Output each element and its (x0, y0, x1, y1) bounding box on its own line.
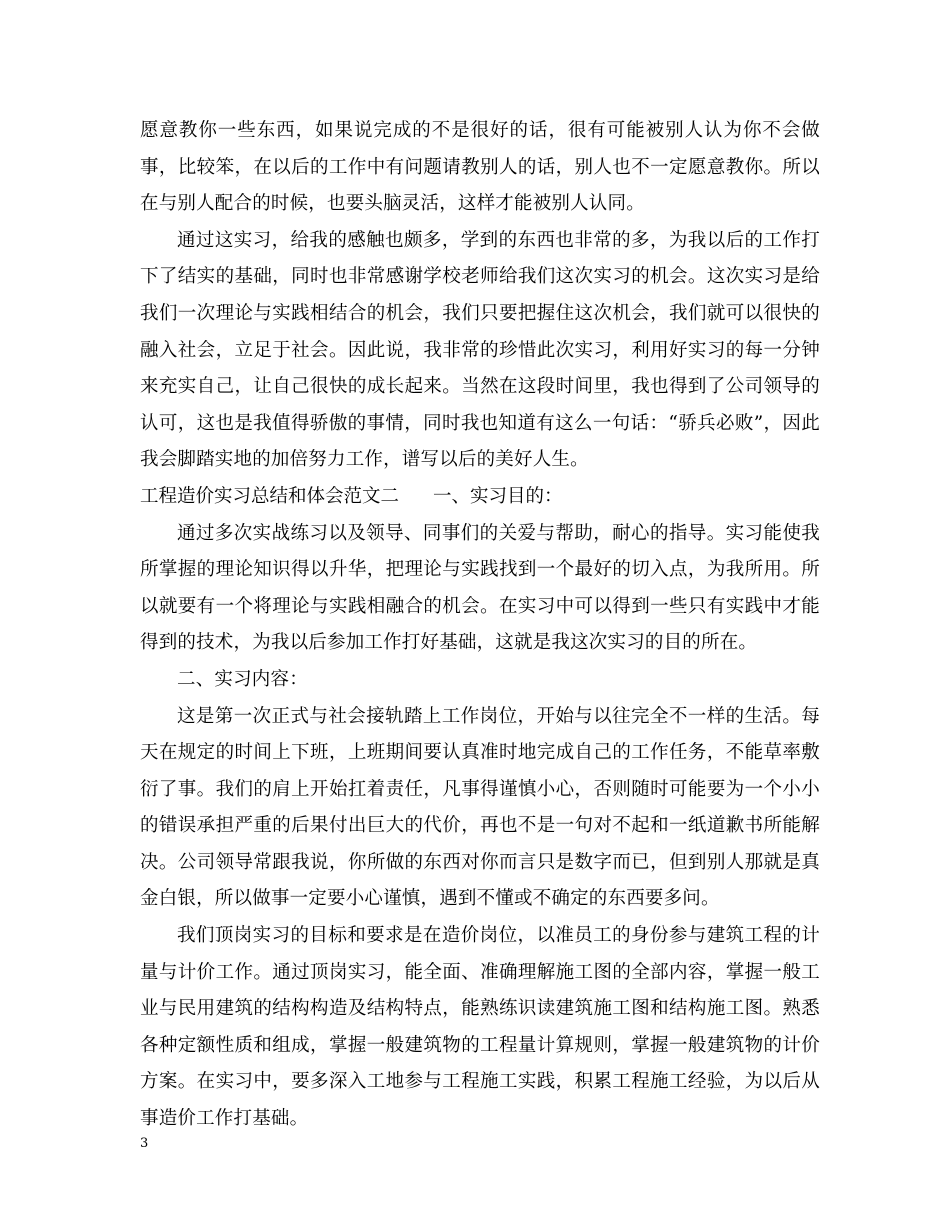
document-body (140, 113, 820, 1138)
paragraph-purpose: 通过多次实战练习以及领导、同事们的关爱与帮助，耐心的指导。实习能使我所掌握的理论知识得以升华，把理论与实践找到一个最好的切入点，为我所用。所以就要有一个将理论与实践相融合的机会。在实习中可以得到一些只有实践中才能得到的技术，为我以后参加工作打好基础，这就是我这次实习的目的所在。 (140, 522, 820, 654)
section-heading (140, 479, 820, 516)
section-title-purpose: 一、实习目的： (433, 485, 563, 507)
paragraph-reflection: 通过这实习，给我的感触也颇多，学到的东西也非常的多，为我以后的工作打下了结实的基础，同时也非常感谢学校老师给我们这次实习的机会。这次实习是给我们一次理论与实践相结合的机会，我们只要把握住这次机会，我们就可以很快的融入社会，立足于社会。因此说，我非常的珍惜此次实习，利用好实习的每一分钟来充实自己，让自己很快的成长起来。当然在这段时间里，我也得到了公司领导的认可，这也是我值得骄傲的事情，同时我也知道有这么一句话：“骄兵必败”，因此我会脚踏实地的加倍努力工作，谱写以后的美好人生。 (140, 229, 820, 471)
paragraph-content-second: 我们顶岗实习的目标和要求是在造价岗位，以准员工的身份参与建筑工程的计量与计价工作。通过顶岗实习，能全面、准确理解施工图的全部内容，掌握一般工业与民用建筑的结构构造及结构特点，能熟练识读建筑施工图和结构施工图。熟悉各种定额性质和组成，掌握一般建筑物的工程量计算规则，掌握一般建筑物的计价方案。在实习中，要多深入工地参与工程施工实践，积累工程施工经验，为以后从事造价工作打基础。 (140, 925, 820, 1130)
paragraph-continuation: 愿意教你一些东西，如果说完成的不是很好的话，很有可能被别人认为你不会做事，比较笨，在以后的工作中有问题请教别人的话，别人也不一定愿意教你。所以在与别人配合的时候，也要头脑灵活，这样才能被别人认同。 (140, 120, 820, 215)
section-title-content: 二、实习内容： (177, 668, 308, 690)
article-title: 工程造价实习总结和体会范文二 (140, 485, 400, 507)
paragraph-content-first: 这是第一次正式与社会接轨踏上工作岗位，开始与以往完全不一样的生活。每天在规定的时间上下班，上班期间要认真准时地完成自己的工作任务，不能草率敷衍了事。我们的肩上开始扛着责任，凡事得谨慎小心，否则随时可能要为一个小小的错误承担严重的后果付出巨大的代价，再也不是一句对不起和一纸道歉书所能解决。公司领导常跟我说，你所做的东西对你而言只是数字而已，但到别人那就是真金白银，所以做事一定要小心谨慎，遇到不懂或不确定的东西要多问。 (140, 705, 820, 910)
page-number: 3 (140, 1136, 149, 1151)
